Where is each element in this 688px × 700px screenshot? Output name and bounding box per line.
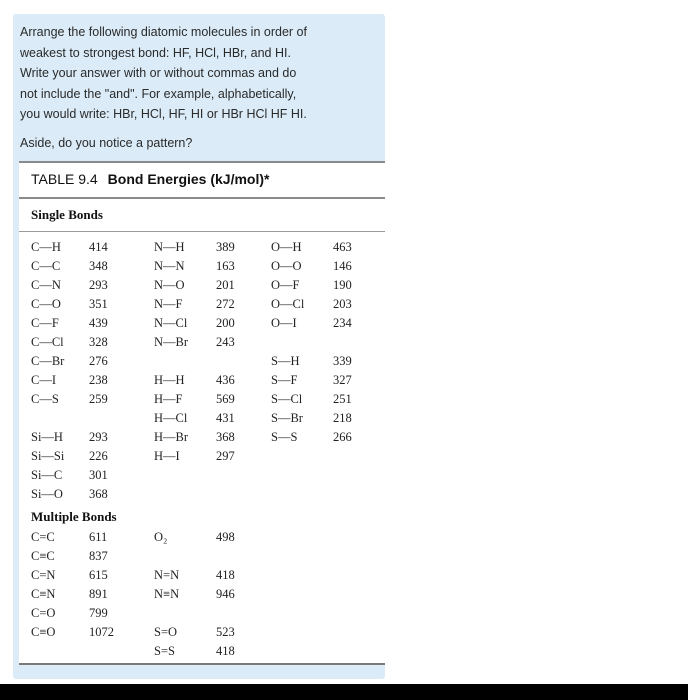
bond-entry bbox=[31, 623, 114, 641]
bond-formula: Si—C bbox=[31, 468, 63, 482]
bond-entry bbox=[271, 371, 352, 389]
bond-entry bbox=[31, 485, 108, 503]
bond-entry bbox=[31, 585, 108, 603]
question-line: not include the "and". For example, alphabetically, bbox=[20, 86, 297, 101]
bond-entry bbox=[154, 257, 235, 275]
bond-formula: N—F bbox=[154, 297, 183, 311]
bond-energy: 414 bbox=[89, 240, 108, 254]
bond-entry bbox=[271, 390, 352, 408]
bond-energy: 200 bbox=[216, 316, 235, 330]
bond-entry bbox=[154, 566, 235, 584]
question-text bbox=[20, 22, 360, 153]
question-aside: Aside, do you notice a pattern? bbox=[20, 135, 193, 150]
bond-energy: 327 bbox=[333, 373, 352, 387]
bond-entry bbox=[154, 428, 235, 446]
bond-formula: S=S bbox=[154, 644, 175, 658]
bond-formula: O—H bbox=[271, 240, 302, 254]
bond-energy: 251 bbox=[333, 392, 352, 406]
bond-formula: C=C bbox=[31, 530, 55, 544]
bond-energy: 266 bbox=[333, 430, 352, 444]
table-label: TABLE 9.4 bbox=[31, 171, 98, 187]
bond-energy: 201 bbox=[216, 278, 235, 292]
bond-energy: 431 bbox=[216, 411, 235, 425]
table-rule-bottom bbox=[19, 663, 385, 665]
multiple-bonds-heading: Multiple Bonds bbox=[31, 509, 117, 524]
bond-energy: 293 bbox=[89, 430, 108, 444]
bond-energy: 226 bbox=[89, 449, 108, 463]
bond-formula: N—H bbox=[154, 240, 185, 254]
bond-entry bbox=[31, 352, 108, 370]
bond-energy: 259 bbox=[89, 392, 108, 406]
bond-formula: H—Cl bbox=[154, 411, 188, 425]
bond-formula: N—Cl bbox=[154, 316, 188, 330]
bond-entry bbox=[271, 257, 352, 275]
bond-formula: O₂ bbox=[154, 530, 168, 544]
question-line: Write your answer with or without commas and do bbox=[20, 66, 297, 80]
bond-energy: 243 bbox=[216, 335, 235, 349]
bond-formula: H—F bbox=[154, 392, 183, 406]
bond-formula: C≡C bbox=[31, 549, 55, 563]
bond-formula: C—S bbox=[31, 392, 59, 406]
bond-entry bbox=[154, 528, 235, 546]
bond-formula: C—N bbox=[31, 278, 61, 292]
bond-energy: 1072 bbox=[89, 625, 114, 639]
bond-formula: N—O bbox=[154, 278, 185, 292]
bond-energy: 293 bbox=[89, 278, 108, 292]
question-line: Arrange the following diatomic molecules in order of bbox=[20, 25, 307, 39]
bond-energy: 190 bbox=[333, 278, 352, 292]
bond-formula: N—N bbox=[154, 259, 185, 273]
table-rule-sub bbox=[19, 231, 385, 232]
bond-energy: 611 bbox=[89, 530, 108, 544]
bond-formula: O—F bbox=[271, 278, 300, 292]
bond-entry bbox=[154, 333, 235, 351]
bond-energy: 418 bbox=[216, 644, 235, 658]
bond-energy: 272 bbox=[216, 297, 235, 311]
question-line: you would write: HBr, HCl, HF, HI or HBr HCl HF HI. bbox=[20, 107, 307, 121]
bond-formula: C—Br bbox=[31, 354, 65, 368]
bond-entry bbox=[31, 566, 108, 584]
bond-energy: 297 bbox=[216, 449, 235, 463]
bond-entry bbox=[31, 314, 108, 332]
bond-formula: C—Cl bbox=[31, 335, 64, 349]
bond-energy: 276 bbox=[89, 354, 108, 368]
bond-entry bbox=[154, 447, 235, 465]
table-caption: Bond Energies (kJ/mol)* bbox=[107, 171, 270, 187]
bond-formula: H—I bbox=[154, 449, 180, 463]
bond-formula: C—C bbox=[31, 259, 61, 273]
bond-entry bbox=[154, 276, 235, 294]
bond-energy: 146 bbox=[333, 259, 352, 273]
bond-energy: 328 bbox=[89, 335, 108, 349]
bond-energy: 946 bbox=[216, 587, 235, 601]
bond-entry bbox=[154, 409, 235, 427]
bond-formula: O—O bbox=[271, 259, 302, 273]
bond-entry bbox=[31, 390, 108, 408]
bond-entry bbox=[31, 295, 108, 313]
bond-formula: H—H bbox=[154, 373, 185, 387]
table-rule-mid bbox=[19, 197, 385, 199]
bond-entry bbox=[31, 371, 108, 389]
bond-entry bbox=[271, 276, 352, 294]
bond-entry bbox=[31, 333, 108, 351]
bond-entry bbox=[154, 295, 235, 313]
bottom-black-bar bbox=[0, 684, 688, 700]
bond-entry bbox=[154, 238, 235, 256]
bond-entry bbox=[154, 314, 235, 332]
bond-entry bbox=[271, 409, 352, 427]
bond-energy: 368 bbox=[89, 487, 108, 501]
bond-formula: C=O bbox=[31, 606, 56, 620]
bond-formula: S—Br bbox=[271, 411, 303, 425]
bond-entry bbox=[271, 428, 352, 446]
bond-formula: Si—O bbox=[31, 487, 63, 501]
bond-energy: 891 bbox=[89, 587, 108, 601]
bond-energy: 351 bbox=[89, 297, 108, 311]
bond-energy: 163 bbox=[216, 259, 235, 273]
bond-entry bbox=[31, 547, 108, 565]
bond-energy: 463 bbox=[333, 240, 352, 254]
bond-energy: 348 bbox=[89, 259, 108, 273]
bond-entry bbox=[31, 257, 108, 275]
bond-energy: 368 bbox=[216, 430, 235, 444]
bond-formula: C—F bbox=[31, 316, 59, 330]
bond-energy: 418 bbox=[216, 568, 235, 582]
bond-formula: Si—H bbox=[31, 430, 63, 444]
question-line: weakest to strongest bond: HF, HCl, HBr, and HI. bbox=[20, 45, 291, 60]
table-rule-top bbox=[19, 161, 385, 163]
bond-entry bbox=[31, 466, 108, 484]
bond-entry bbox=[31, 528, 108, 546]
bond-formula: N—Br bbox=[154, 335, 189, 349]
bond-energy: 218 bbox=[333, 411, 352, 425]
bond-entry bbox=[271, 314, 352, 332]
bond-energy: 498 bbox=[216, 530, 235, 544]
bond-formula: S=O bbox=[154, 625, 178, 639]
bond-formula: C—I bbox=[31, 373, 56, 387]
bond-formula: N=N bbox=[154, 568, 180, 582]
bond-energy: 301 bbox=[89, 468, 108, 482]
bond-entry bbox=[31, 604, 108, 622]
bond-formula: C—O bbox=[31, 297, 61, 311]
bond-entry bbox=[154, 371, 235, 389]
bond-entry bbox=[154, 642, 235, 660]
bond-formula: N≡N bbox=[154, 587, 180, 601]
bond-formula: S—F bbox=[271, 373, 298, 387]
bond-entry bbox=[154, 623, 235, 641]
bond-formula: H—Br bbox=[154, 430, 189, 444]
bond-energy: 436 bbox=[216, 373, 235, 387]
bond-entry bbox=[271, 352, 352, 370]
bond-energy: 439 bbox=[89, 316, 108, 330]
table-title bbox=[31, 171, 269, 187]
bond-formula: S—S bbox=[271, 430, 298, 444]
bond-energy: 523 bbox=[216, 625, 235, 639]
bond-entry bbox=[31, 276, 108, 294]
bond-energy: 203 bbox=[333, 297, 352, 311]
bond-formula: S—H bbox=[271, 354, 300, 368]
bond-formula: C≡O bbox=[31, 625, 56, 639]
bond-energy: 837 bbox=[89, 549, 108, 563]
bond-entry bbox=[154, 585, 235, 603]
bond-formula: O—Cl bbox=[271, 297, 305, 311]
bond-entry bbox=[31, 428, 108, 446]
bond-energy: 238 bbox=[89, 373, 108, 387]
bond-formula: C—H bbox=[31, 240, 61, 254]
bond-formula: Si—Si bbox=[31, 449, 65, 463]
bond-energy: 615 bbox=[89, 568, 108, 582]
bond-energy: 569 bbox=[216, 392, 235, 406]
bond-energy: 339 bbox=[333, 354, 352, 368]
bond-formula: S—Cl bbox=[271, 392, 303, 406]
bond-energy-table-image bbox=[19, 161, 385, 665]
bond-formula: O—I bbox=[271, 316, 297, 330]
bond-formula: C=N bbox=[31, 568, 56, 582]
bond-entry bbox=[31, 447, 108, 465]
bond-entry bbox=[271, 238, 352, 256]
bond-formula: C≡N bbox=[31, 587, 56, 601]
bond-entry bbox=[154, 390, 235, 408]
bond-entry bbox=[31, 238, 108, 256]
bond-entry bbox=[271, 295, 352, 313]
bond-energy: 799 bbox=[89, 606, 108, 620]
bond-energy: 389 bbox=[216, 240, 235, 254]
single-bonds-heading: Single Bonds bbox=[31, 207, 103, 222]
bond-energy: 234 bbox=[333, 316, 352, 330]
